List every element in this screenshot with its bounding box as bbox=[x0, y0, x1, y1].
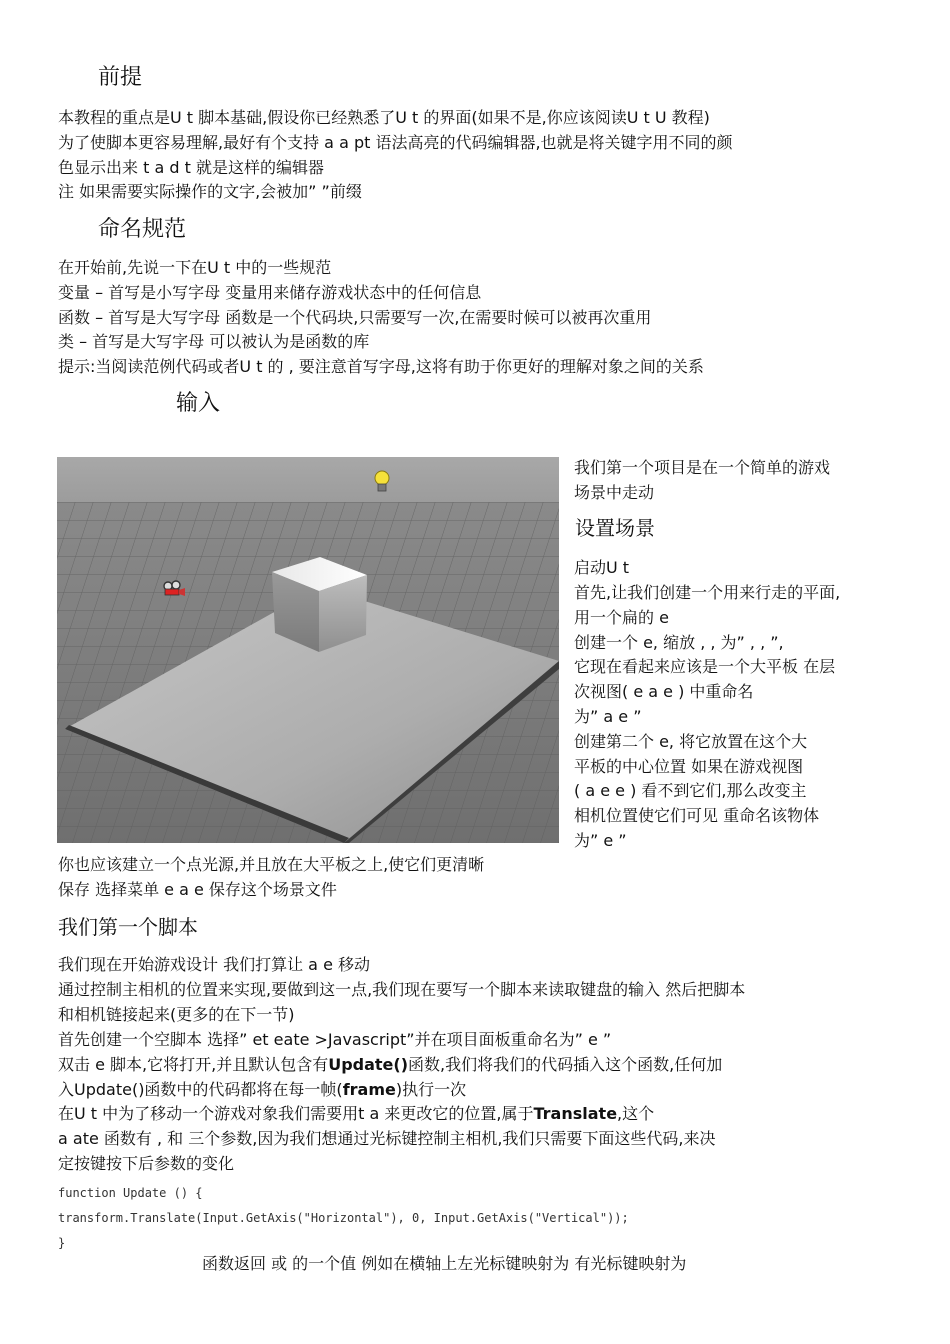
code-line-1: function Update () { bbox=[58, 1186, 203, 1200]
premise-line-3: 色显示出来 t a d t 就是这样的编辑器 bbox=[58, 158, 324, 177]
code-line-3: } bbox=[58, 1236, 66, 1250]
premise-line-1: 本教程的重点是U t 脚本基础,假设你已经熟悉了U t 的界面(如果不是,你应该阅读U t U 教程) bbox=[58, 108, 710, 127]
script-line-3: 和相机链接起来(更多的在下一节) bbox=[58, 1005, 295, 1024]
getaxis-note-line: 函数返回 或 的一个值 例如在横轴上左光标键映射为 有光标键映射为 bbox=[202, 1254, 687, 1273]
side-line-8: 次视图( e a e ) 中重命名 bbox=[574, 682, 754, 701]
input-title: 输入 bbox=[176, 391, 221, 416]
scene-screenshot bbox=[57, 457, 559, 843]
naming-line-4: 类 – 首写是大写字母 可以被认为是函数的库 bbox=[58, 332, 370, 351]
side-line-9: 为” a e ” bbox=[574, 707, 642, 726]
naming-title: 命名规范 bbox=[98, 217, 187, 242]
script-line-7 bbox=[58, 1102, 654, 1126]
side-line-3: 启动U t bbox=[574, 558, 630, 577]
update-keyword: Update() bbox=[328, 1055, 409, 1074]
premise-title: 前提 bbox=[98, 65, 143, 90]
naming-line-5: 提示:当阅读范例代码或者U t 的 , 要注意首写字母,这将有助于你更好的理解对象之间的关系 bbox=[58, 357, 704, 376]
script-line-8: a ate 函数有 , 和 三个参数,因为我们想通过光标键控制主相机,我们只需要下面这些代码,来决 bbox=[58, 1129, 716, 1148]
script-line-5-text-c: 函数,我们将我们的代码插入这个函数,任何加 bbox=[408, 1055, 723, 1074]
side-line-4: 首先,让我们创建一个用来行走的平面, bbox=[574, 583, 841, 602]
script-line-4: 首先创建一个空脚本 选择” et eate >Javascript”并在项目面板重命名为” e ” bbox=[58, 1030, 612, 1049]
script-line-6-text-a: 入Update()函数中的代码都将在每一帧( bbox=[58, 1080, 343, 1099]
setup-scene-title: 设置场景 bbox=[575, 516, 655, 540]
script-line-7-text-a: 在U t 中为了移动一个游戏对象我们需要用t a 来更改它的位置,属于 bbox=[58, 1104, 534, 1123]
light-note-line: 你也应该建立一个点光源,并且放在大平板之上,使它们更清晰 bbox=[58, 855, 485, 874]
script-line-5 bbox=[58, 1053, 722, 1077]
side-line-5: 用一个扁的 e bbox=[574, 608, 669, 627]
frame-keyword: frame bbox=[342, 1080, 396, 1099]
premise-line-4: 注 如果需要实际操作的文字,会被加” ”前缀 bbox=[58, 182, 362, 201]
naming-line-1: 在开始前,先说一下在U t 中的一些规范 bbox=[58, 258, 332, 277]
script-line-5-text-a: 双击 e 脚本,它将打开,并且默认包含有 bbox=[58, 1055, 329, 1074]
side-line-12: ( a e e ) 看不到它们,那么改变主 bbox=[574, 781, 807, 800]
side-line-14: 为” e ” bbox=[574, 831, 627, 850]
side-line-10: 创建第二个 e, 将它放置在这个大 bbox=[574, 732, 808, 751]
side-line-2: 场景中走动 bbox=[574, 483, 655, 502]
code-line-2: transform.Translate(Input.GetAxis("Horizontal"), 0, Input.GetAxis("Vertical")); bbox=[58, 1211, 629, 1225]
side-line-11: 平板的中心位置 如果在游戏视图 bbox=[574, 757, 804, 776]
side-line-7: 它现在看起来应该是一个大平板 在层 bbox=[574, 657, 836, 676]
script-line-6-text-c: )执行一次 bbox=[395, 1080, 467, 1099]
side-line-1: 我们第一个项目是在一个简单的游戏 bbox=[574, 458, 831, 477]
script-line-9: 定按键按下后参数的变化 bbox=[58, 1154, 235, 1173]
script-line-1: 我们现在开始游戏设计 我们打算让 a e 移动 bbox=[58, 955, 370, 974]
script-line-2: 通过控制主相机的位置来实现,要做到这一点,我们现在要写一个脚本来读取键盘的输入 然后把脚本 bbox=[58, 980, 746, 999]
naming-line-3: 函数 – 首写是大写字母 函数是一个代码块,只需要写一次,在需要时候可以被再次重用 bbox=[58, 308, 652, 327]
save-note-line: 保存 选择菜单 e a e 保存这个场景文件 bbox=[58, 880, 337, 899]
side-line-6: 创建一个 e, 缩放 , , 为” , , ”, bbox=[574, 633, 784, 652]
side-line-13: 相机位置使它们可见 重命名该物体 bbox=[574, 806, 820, 825]
script-line-7-text-c: ,这个 bbox=[617, 1104, 655, 1123]
premise-line-2: 为了使脚本更容易理解,最好有个支持 a a pt 语法高亮的代码编辑器,也就是将关键字用不同的颜 bbox=[58, 133, 733, 152]
first-script-title: 我们第一个脚本 bbox=[58, 915, 198, 939]
script-line-6 bbox=[58, 1078, 466, 1102]
naming-line-2: 变量 – 首写是小写字母 变量用来储存游戏状态中的任何信息 bbox=[58, 283, 482, 302]
translate-keyword: Translate bbox=[533, 1104, 618, 1123]
